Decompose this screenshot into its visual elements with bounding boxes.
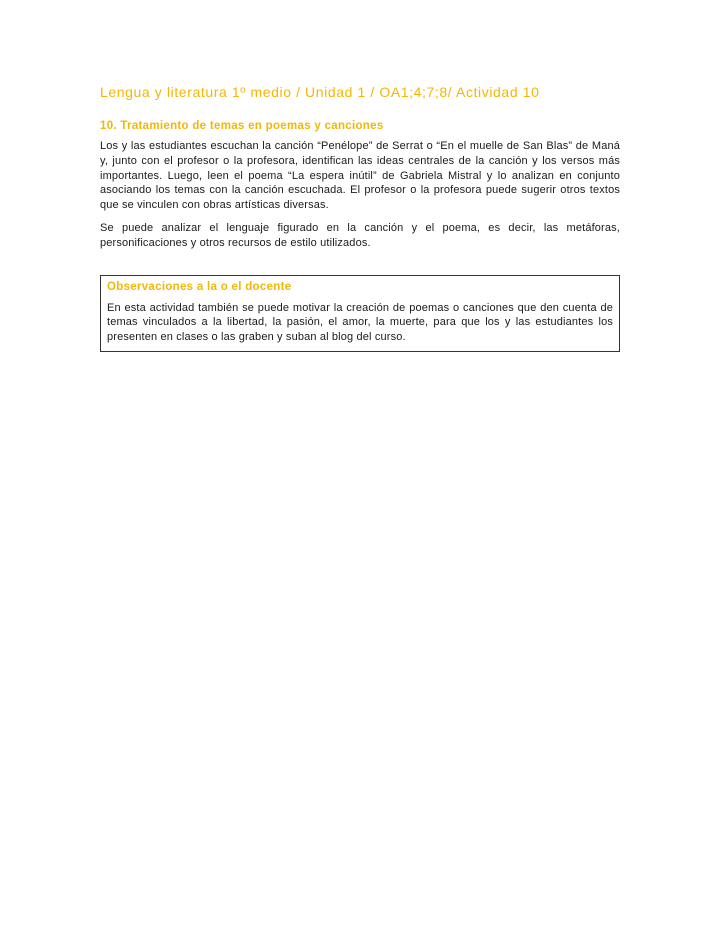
observations-text: En esta actividad también se puede motivar la creación de poemas o canciones que den cuenta de temas vinculados a la libertad, la pasión, el amor, la muerte, para que los y las estudiantes los presenten en clases o las graben y suban al blog del curso.: [107, 301, 613, 344]
document-page: [100, 84, 620, 352]
section-heading: 10. Tratamiento de temas en poemas y canciones: [100, 120, 384, 132]
observations-box: [100, 275, 620, 352]
document-title: Lengua y literatura 1º medio / Unidad 1 / OA1;4;7;8/ Actividad 10: [100, 84, 540, 100]
activity-paragraph-2: Se puede analizar el lenguaje figurado en la canción y el poema, es decir, las metáforas, personificaciones y otros recursos de estilo utilizados.: [100, 221, 620, 249]
activity-paragraph-1: Los y las estudiantes escuchan la canción “Penélope” de Serrat o “En el muelle de San Blas” de Maná y, junto con el profesor o la profesora, identifican las ideas centrales de la canción y los versos más importantes. Luego, leen el poema “La espera inútil” de Gabriela Mistral y lo analizan en conjunto asociando los temas con la canción escuchada. El profesor o la profesora puede sugerir otros textos que se vinculen con obras artísticas diversas.: [100, 140, 620, 212]
observations-heading: Observaciones a la o el docente: [107, 280, 292, 293]
